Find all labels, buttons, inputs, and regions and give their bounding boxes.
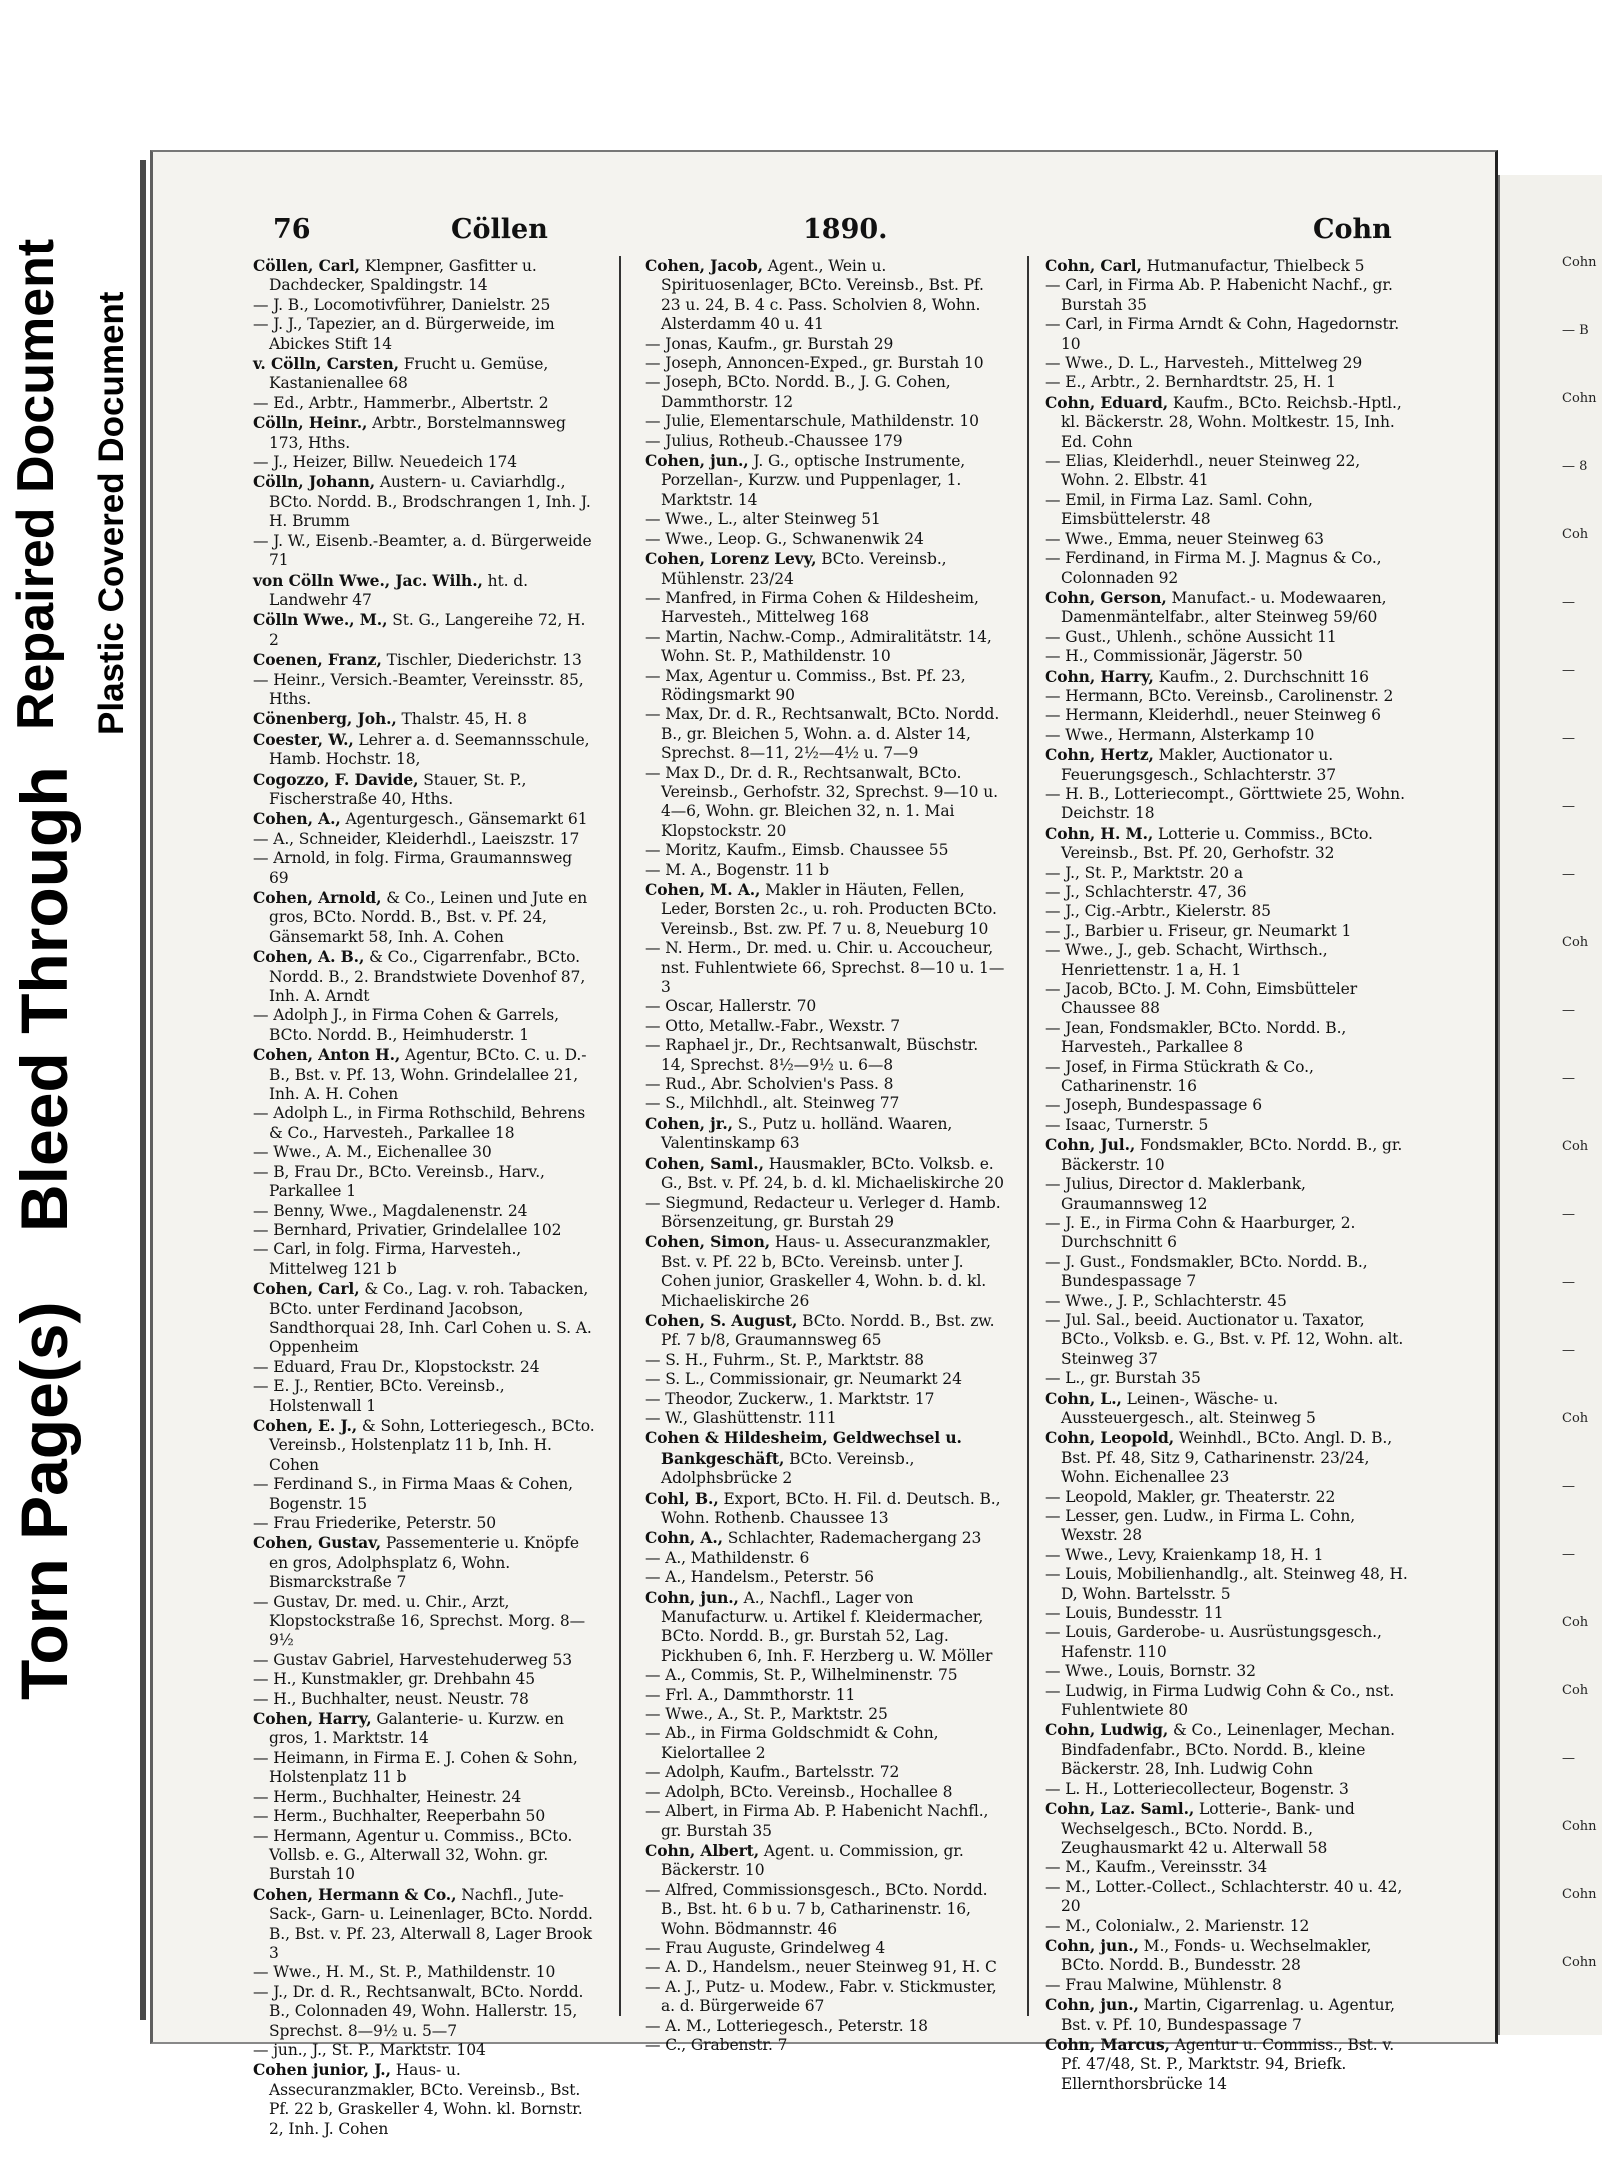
directory-entry: — E., Arbtr., 2. Bernhardtstr. 25, H. 1 <box>1045 373 1336 392</box>
directory-entry: — Carl, in Firma Arndt & Cohn, Hagedornstr. 10 <box>1045 315 1400 353</box>
directory-entry: — Adolph J., in Firma Cohen & Garrels, BCto. Nordd. B., Heimhuderstr. 1 <box>253 1006 559 1044</box>
next-page-fragment: — <box>1562 731 1575 746</box>
directory-entry: — Ed., Arbtr., Hammerbr., Albertstr. 2 <box>253 393 549 412</box>
entry-name: Cohn, Albert, <box>645 1840 760 1860</box>
directory-entry: — Moritz, Kaufm., Eimsb. Chaussee 55 <box>645 841 949 860</box>
next-page-fragment: — <box>1562 1547 1575 1562</box>
directory-entry: — A., Mathildenstr. 6 <box>645 1548 810 1567</box>
directory-entry: — Max D., Dr. d. R., Rechtsanwalt, BCto. Vereinsb., Gerhofstr. 32, Sprechst. 9—10 u. 4—6, Wohn. gr. Bleichen 32, n. 1. Mai Klopstockstr. 20 <box>645 763 998 840</box>
entry-name: Cohn, Leopold, <box>1045 1428 1175 1448</box>
entry-name: Cohen, Carl, <box>253 1279 360 1299</box>
entry-name: Cohn, Gerson, <box>1045 587 1167 607</box>
directory-entry: — Adolph, BCto. Vereinsb., Hochallee 8 <box>645 1782 953 1801</box>
directory-entry: — Rud., Abr. Scholvien's Pass. 8 <box>645 1075 894 1094</box>
entry-name: Cohn, Hertz, <box>1045 745 1154 765</box>
directory-entry: Cohen, Arnold, & Co., Leinen und Jute en gros, BCto. Nordd. B., Bst. v. Pf. 24, Gänsemarkt 58, Inh. A. Cohen <box>253 888 588 946</box>
directory-entry: Cohen, jun., J. G., optische Instrumente, Porzellan-, Kurzw. und Puppenlager, 1. Marktstr. 14 <box>645 451 966 509</box>
directory-entry: — Adolph, Kaufm., Bartelsstr. 72 <box>645 1763 900 1782</box>
directory-entry: Cohen junior, J., Haus- u. Assecuranzmakler, BCto. Vereinsb., Bst. Pf. 22 b, Graskeller 4, Wohn. kl. Bornstr. 2, Inh. J. Cohen <box>253 2060 583 2138</box>
directory-entry: — Joseph, BCto. Nordd. B., J. G. Cohen, Dammthorstr. 12 <box>645 373 951 411</box>
directory-entry: Cohen, Harry, Galanterie- u. Kurzw. en gros, 1. Marktstr. 14 <box>253 1709 564 1748</box>
directory-entry: Cohn, Marcus, Agentur u. Commiss., Bst. v. Pf. 47/48, St. P., Marktstr. 94, Briefk. Ellernthorsbrücke 14 <box>1045 2034 1395 2093</box>
next-page-fragment: Coh <box>1562 527 1589 542</box>
directory-entry: — Adolph L., in Firma Rothschild, Behrens & Co., Harvesteh., Parkallee 18 <box>253 1104 586 1142</box>
directory-entry: — Hermann, Agentur u. Commiss., BCto. Vollsb. e. G., Alterwall 32, Wohn. gr. Burstah 10 <box>253 1826 573 1884</box>
entry-name: Cöllen, Carl, <box>253 256 360 275</box>
directory-entry: Cohn, Gerson, Manufact.- u. Modewaaren, Damenmäntelfabr., alter Steinweg 59/60 <box>1045 587 1387 627</box>
entry-name: Cohen & Hildesheim, Geldwechsel u. Bankgeschäft, <box>645 1428 962 1468</box>
next-page-fragment: — <box>1562 799 1575 814</box>
directory-entry: Cohen, Jacob, Agent., Wein u. Spirituosenlager, BCto. Vereinsb., Bst. Pf. 23 u. 24, B. 4 c. Pass. Scholvien 8, Wohn. Alsterdamm 40 u. 41 <box>645 256 984 334</box>
entry-name: Cohen, M. A., <box>645 880 761 899</box>
directory-entry: Cohen, Lorenz Levy, BCto. Vereinsb., Mühlenstr. 23/24 <box>645 549 947 588</box>
directory-column-3 <box>1045 256 1413 2093</box>
directory-entry: — M., Colonialw., 2. Marienstr. 12 <box>1045 1916 1310 1935</box>
entry-name: Coester, W., <box>253 729 354 749</box>
directory-entry: — Herm., Buchhalter, Reeperbahn 50 <box>253 1807 546 1826</box>
directory-entry: Cohn, Carl, Hutmanufactur, Thielbeck 5 <box>1045 256 1365 275</box>
directory-entry: — Ferdinand S., in Firma Maas & Cohen, Bogenstr. 15 <box>253 1475 573 1513</box>
next-page-fragment: — <box>1562 1343 1575 1358</box>
directory-entry: — M., Lotter.-Collect., Schlachterstr. 40 u. 42, 20 <box>1045 1877 1403 1916</box>
directory-entry: — Raphael jr., Dr., Rechtsanwalt, Büschstr. 14, Sprechst. 8½—9½ u. 6—8 <box>645 1036 979 1074</box>
entry-name: Cohen, Anton H., <box>253 1045 401 1065</box>
directory-entry: von Cölln Wwe., Jac. Wilh., ht. d. Landwehr 47 <box>253 570 528 609</box>
directory-entry: — H. B., Lotteriecompt., Görttwiete 25, Wohn. Deichstr. 18 <box>1045 784 1405 823</box>
entry-name: Cohen, Arnold, <box>253 888 382 907</box>
directory-entry: Cohn, Leopold, Weinhdl., BCto. Angl. D. B., Bst. Pf. 48, Sitz 9, Catharinenstr. 23/24, Wohn. Eichenallee 23 <box>1045 1428 1393 1487</box>
directory-entry: — L., gr. Burstah 35 <box>1045 1369 1201 1388</box>
directory-entry: — J., Barbier u. Friseur, gr. Neumarkt 1 <box>1045 921 1352 940</box>
directory-entry: — Manfred, in Firma Cohen & Hildesheim, Harvesteh., Mittelweg 168 <box>645 588 979 627</box>
entry-name: Cohn, Jul., <box>1045 1135 1136 1155</box>
directory-entry: Cohn, jun., M., Fonds- u. Wechselmakler, BCto. Nordd. B., Bundesstr. 28 <box>1045 1935 1372 1975</box>
directory-entry: Cohl, B., Export, BCto. H. Fil. d. Deutsch. B., Wohn. Rothenb. Chaussee 13 <box>645 1488 1001 1527</box>
directory-entry: — Jonas, Kaufm., gr. Burstah 29 <box>645 334 894 353</box>
label-bleed-through: Bleed Through <box>7 766 81 1232</box>
directory-entry: — J. E., in Firma Cohn & Haarburger, 2. Durchschnitt 6 <box>1045 1213 1356 1252</box>
entry-name: Coenen, Franz, <box>253 650 382 670</box>
directory-entry: — A., Schneider, Kleiderhdl., Laeiszstr. 17 <box>253 829 580 848</box>
next-page-fragment: Cohn <box>1562 1955 1597 1970</box>
entry-name: Cogozzo, F. Davide, <box>253 769 419 789</box>
directory-entry: — Ab., in Firma Goldschmidt & Cohn, Kielortallee 2 <box>645 1724 939 1762</box>
scanned-page <box>150 150 1498 2138</box>
entry-name: Cönenberg, Joh., <box>253 709 397 729</box>
entry-name: Cohn, jun., <box>645 1587 739 1607</box>
directory-entry: Cohen, jr., S., Putz u. holländ. Waaren, Valentinskamp 63 <box>645 1113 953 1153</box>
directory-entry: — Heinr., Versich.-Beamter, Vereinsstr. 85, Hths. <box>253 670 584 708</box>
directory-entry: Cohn, Ludwig, & Co., Leinenlager, Mechan. Bindfadenfabr., BCto. Nordd. B., kleine Bäckerstr. 28, Inh. Ludwig Cohn <box>1045 1720 1396 1779</box>
directory-entry: — Wwe., L., alter Steinweg 51 <box>645 510 881 529</box>
directory-column-2 <box>645 256 1007 2054</box>
directory-entry: — Wwe., Emma, neuer Steinweg 63 <box>1045 529 1324 548</box>
next-page-fragment: — B <box>1562 323 1589 338</box>
entry-name: Cohn, jun., <box>1045 1995 1139 2015</box>
directory-entry: — A., Commis, St. P., Wilhelminenstr. 75 <box>645 1666 958 1685</box>
directory-entry: — Joseph, Bundespassage 6 <box>1045 1096 1262 1115</box>
entry-name: Cohen, Lorenz Levy, <box>645 549 817 569</box>
directory-entry: — M., Kaufm., Vereinsstr. 34 <box>1045 1858 1268 1877</box>
directory-entry: — B, Frau Dr., BCto. Vereinsb., Harv., Parkallee 1 <box>253 1162 545 1201</box>
directory-entry: — Joseph, Annoncen-Exped., gr. Burstah 10 <box>645 354 984 373</box>
next-page-fragment: — <box>1562 1207 1575 1222</box>
directory-entry: — Louis, Mobilienhandlg., alt. Steinweg 48, H. D, Wohn. Bartelsstr. 5 <box>1045 1565 1408 1603</box>
directory-entry: — Julius, Rotheub.-Chaussee 179 <box>645 431 903 450</box>
directory-entry: Cohn, H. M., Lotterie u. Commiss., BCto. Vereinsb., Bst. Pf. 20, Gerhofstr. 32 <box>1045 823 1373 863</box>
header-right-word: Cohn <box>1313 214 1392 245</box>
entry-name: Cohen, Gustav, <box>253 1533 382 1553</box>
directory-entry: — Wwe., J., geb. Schacht, Wirthsch., Henriettenstr. 1 a, H. 1 <box>1045 941 1328 979</box>
entry-name: Cohen, E. J., <box>253 1415 358 1435</box>
directory-entry: — Emil, in Firma Laz. Saml. Cohn, Eimsbüttelerstr. 48 <box>1045 490 1313 529</box>
entry-name: Cohen, Harry, <box>253 1709 372 1729</box>
directory-entry: Cohn, Eduard, Kaufm., BCto. Reichsb.-Hptl., kl. Bäckerstr. 28, Wohn. Moltkestr. 15, Inh. Ed. Cohn <box>1045 392 1402 451</box>
entry-name: Cölln, Johann, <box>253 472 376 492</box>
entry-name: Cohen, Simon, <box>645 1232 771 1252</box>
directory-entry: — Siegmund, Redacteur u. Verleger d. Hamb. Börsenzeitung, gr. Burstah 29 <box>645 1193 1001 1231</box>
directory-entry: Cohn, Jul., Fondsmakler, BCto. Nordd. B., gr. Bäckerstr. 10 <box>1045 1135 1403 1174</box>
directory-entry: Cohn, L., Leinen-, Wäsche- u. Aussteuergesch., alt. Steinweg 5 <box>1045 1388 1316 1427</box>
directory-entry: — L. H., Lotteriecollecteur, Bogenstr. 3 <box>1045 1779 1349 1798</box>
directory-entry: — Gust., Uhlenh., schöne Aussicht 11 <box>1045 627 1337 646</box>
directory-entry: — H., Commissionär, Jägerstr. 50 <box>1045 647 1303 666</box>
directory-entry: — Wwe., H. M., St. P., Mathildenstr. 10 <box>253 1963 556 1982</box>
directory-entry: — Albert, in Firma Ab. P. Habenicht Nachfl., gr. Burstah 35 <box>645 1802 989 1840</box>
entry-name: Cohen, A., <box>253 809 341 829</box>
directory-entry: — J. B., Locomotivführer, Danielstr. 25 <box>253 295 551 314</box>
entry-name: Cohn, Ludwig, <box>1045 1720 1169 1740</box>
directory-entry: — J., Cig.-Arbtr., Kielerstr. 85 <box>1045 902 1271 921</box>
directory-entry: — Wwe., A. M., Eichenallee 30 <box>253 1143 492 1162</box>
next-page-fragment: Cohn <box>1562 255 1597 270</box>
entry-name: v. Cölln, Carsten, <box>253 354 399 374</box>
directory-entry: — S., Milchhdl., alt. Steinweg 77 <box>645 1094 900 1113</box>
directory-entry: — A. D., Handelsm., neuer Steinweg 91, H. C <box>645 1958 997 1977</box>
directory-entry: — Leopold, Makler, gr. Theaterstr. 22 <box>1045 1487 1336 1506</box>
directory-entry: Cohen, M. A., Makler in Häuten, Fellen, Leder, Borsten 2c., u. roh. Producten BCto. Vereinsb., Bst. zw. Pf. 7 u. 8, Neueburg 10 <box>645 880 997 938</box>
entry-name: Cölln Wwe., M., <box>253 610 388 630</box>
directory-entry: — Isaac, Turnerstr. 5 <box>1045 1115 1209 1134</box>
directory-entry: — Max, Dr. d. R., Rechtsanwalt, BCto. Nordd. B., gr. Bleichen 5, Wohn. a. d. Alster 14, Sprechst. 8—11, 2½—4½ u. 7—9 <box>645 705 1000 763</box>
directory-entry: — J., Schlachterstr. 47, 36 <box>1045 883 1247 901</box>
directory-entry: — J. Gust., Fondsmakler, BCto. Nordd. B., Bundespassage 7 <box>1045 1252 1368 1291</box>
directory-entry: Cohen, Carl, & Co., Lag. v. roh. Tabacken, BCto. unter Ferdinand Jacobson, Sandthorquai 28, Inh. Carl Cohen u. S. A. Oppenheim <box>253 1279 592 1357</box>
entry-name: Cohn, Carl, <box>1045 256 1142 275</box>
next-page-fragment: Coh <box>1562 1683 1589 1698</box>
directory-entry: — Frau Malwine, Mühlenstr. 8 <box>1045 1975 1282 1994</box>
directory-entry: — Ludwig, in Firma Ludwig Cohn & Co., nst. Fuhlentwiete 80 <box>1045 1681 1395 1720</box>
directory-entry: — Carl, in Firma Ab. P. Habenicht Nachf., gr. Burstah 35 <box>1045 276 1393 314</box>
directory-entry: Coester, W., Lehrer a. d. Seemannsschule, Hamb. Hochstr. 18, <box>253 729 590 769</box>
directory-entry: Cohen, E. J., & Sohn, Lotteriegesch., BCto. Vereinsb., Holstenplatz 11 b, Inh. H. Cohen <box>253 1415 595 1474</box>
directory-entry: Cölln, Heinr., Arbtr., Borstelmannsweg 173, Hths. <box>253 413 566 452</box>
directory-entry: Cohen, Saml., Hausmakler, BCto. Volksb. e. G., Bst. v. Pf. 24, b. d. kl. Michaeliskirche 20 <box>645 1153 1004 1193</box>
directory-entry: — Wwe., D. L., Harvesteh., Mittelweg 29 <box>1045 354 1363 373</box>
directory-entry: — Gustav, Dr. med. u. Chir., Arzt, Klopstockstraße 16, Sprechst. Morg. 8—9½ <box>253 1592 586 1650</box>
directory-entry: — Carl, in folg. Firma, Harvesteh., Mittelweg 121 b <box>253 1240 522 1278</box>
directory-entry: — Julie, Elementarschule, Mathildenstr. 10 <box>645 412 979 431</box>
entry-name: Cohen, S. August, <box>645 1310 798 1330</box>
directory-entry: — Wwe., Louis, Bornstr. 32 <box>1045 1662 1256 1681</box>
directory-entry: — Max, Agentur u. Commiss., Bst. Pf. 23, Rödingsmarkt 90 <box>645 666 966 704</box>
directory-entry: v. Cölln, Carsten, Frucht u. Gemüse, Kastanienallee 68 <box>253 354 549 393</box>
next-page-fragment: — <box>1562 1071 1575 1086</box>
page-binding-edge <box>140 160 146 2020</box>
directory-entry: — Frau Auguste, Grindelweg 4 <box>645 1938 886 1957</box>
directory-entry: — Jul. Sal., beeid. Auctionator u. Taxator, BCto., Volksb. e. G., Bst. v. Pf. 12, Wohn. alt. Steinweg 37 <box>1045 1310 1404 1368</box>
directory-entry: — J., St. P., Marktstr. 20 a <box>1045 863 1243 882</box>
directory-entry: — Oscar, Hallerstr. 70 <box>645 997 817 1016</box>
directory-entry: — Eduard, Frau Dr., Klopstockstr. 24 <box>253 1357 540 1376</box>
entry-name: Cohen, Hermann & Co., <box>253 1884 457 1904</box>
directory-entry: — S. L., Commissionair, gr. Neumarkt 24 <box>645 1370 962 1389</box>
directory-entry: — Heimann, in Firma E. J. Cohen & Sohn, Holstenplatz 11 b <box>253 1748 578 1787</box>
directory-entry: Cohen, A., Agenturgesch., Gänsemarkt 61 <box>253 809 588 829</box>
directory-entry: Cohn, jun., A., Nachfl., Lager von Manufacturw. u. Artikel f. Kleidermacher, BCto. Nordd. B., gr. Burstah 52, Lag. Pickhuben 6, Inh. F. Herzberg u. W. Möller <box>645 1587 993 1665</box>
label-torn-pages: Torn Page(s) <box>7 1301 81 1700</box>
page-header <box>273 214 1392 250</box>
directory-entry: — Jacob, BCto. J. M. Cohn, Eimsbütteler Chaussee 88 <box>1045 980 1358 1018</box>
directory-entry: — E. J., Rentier, BCto. Vereinsb., Holstenwall 1 <box>253 1377 505 1415</box>
directory-entry: — Frau Friederike, Peterstr. 50 <box>253 1514 497 1532</box>
directory-entry: — Louis, Garderobe- u. Ausrüstungsgesch., Hafenstr. 110 <box>1045 1623 1382 1661</box>
next-page-fragment: — <box>1562 1275 1575 1290</box>
directory-entry: Cohn, Hertz, Makler, Auctionator u. Feuerungsgesch., Schlachterstr. 37 <box>1045 745 1337 784</box>
directory-entry: — Wwe., Levy, Kraienkamp 18, H. 1 <box>1045 1545 1324 1564</box>
directory-entry: Cohn, Laz. Saml., Lotterie-, Bank- und Wechselgesch., BCto. Nordd. B., Zeughausmarkt 42 u. Alterwall 58 <box>1045 1799 1355 1857</box>
header-left-word: Cöllen <box>451 214 548 245</box>
next-page-fragment: Cohn <box>1562 1819 1597 1834</box>
entry-name: Cohn, L., <box>1045 1388 1122 1408</box>
entry-name: Cohen junior, J., <box>253 2060 391 2080</box>
directory-entry: — Gustav Gabriel, Harvestehuderweg 53 <box>253 1650 573 1669</box>
directory-entry: — A. J., Putz- u. Modew., Fabr. v. Stickmuster, a. d. Bürgerweide 67 <box>645 1977 997 2016</box>
directory-entry: — Josef, in Firma Stückrath & Co., Catharinenstr. 16 <box>1045 1057 1314 1096</box>
directory-entry: — A. M., Lotteriegesch., Peterstr. 18 <box>645 2016 928 2035</box>
entry-name: Cohn, A., <box>645 1528 723 1548</box>
entry-name: Cohn, Eduard, <box>1045 392 1169 412</box>
directory-entry: — Otto, Metallw.-Fabr., Wexstr. 7 <box>645 1016 901 1035</box>
next-page-fragment: Coh <box>1562 935 1589 950</box>
entry-name: Cohen, jun., <box>645 451 749 471</box>
entry-name: Cohl, B., <box>645 1488 719 1508</box>
directory-entry: — jun., J., St. P., Marktstr. 104 <box>253 2040 486 2059</box>
label-repaired-document: Repaired Document <box>7 238 65 730</box>
directory-entry: — Frl. A., Dammthorstr. 11 <box>645 1685 856 1704</box>
next-page-fragment: — <box>1562 1479 1575 1494</box>
directory-entry: — J. J., Tapezier, an d. Bürgerweide, im Abickes Stift 14 <box>253 315 555 353</box>
directory-entry: — J. W., Eisenb.-Beamter, a. d. Bürgerweide 71 <box>253 531 592 570</box>
directory-entry: — Herm., Buchhalter, Heinestr. 24 <box>253 1787 522 1806</box>
directory-entry: — Wwe., J. P., Schlachterstr. 45 <box>1045 1291 1287 1310</box>
entry-name: Cohn, Laz. Saml., <box>1045 1799 1195 1819</box>
directory-entry: — S. H., Fuhrm., St. P., Marktstr. 88 <box>645 1350 924 1369</box>
directory-entry: Cohen, Gustav, Passementerie u. Knöpfe en gros, Adolphsplatz 6, Wohn. Bismarckstraße 7 <box>253 1533 579 1592</box>
directory-entry: — Bernhard, Privatier, Grindelallee 102 <box>253 1220 562 1239</box>
directory-entry: Cohen, S. August, BCto. Nordd. B., Bst. zw. Pf. 7 b/8, Graumannsweg 65 <box>645 1310 995 1350</box>
directory-entry: — Louis, Bundesstr. 11 <box>1045 1604 1224 1623</box>
directory-entry: — Wwe., Hermann, Alsterkamp 10 <box>1045 725 1315 744</box>
directory-entry: — Benny, Wwe., Magdalenenstr. 24 <box>253 1201 528 1220</box>
directory-entry: — Martin, Nachw.-Comp., Admiralitätstr. 14, Wohn. St. P., Mathildenstr. 10 <box>645 627 992 666</box>
directory-entry: — J., Heizer, Billw. Neuedeich 174 <box>253 453 518 472</box>
next-page-fragment: Cohn <box>1562 391 1597 406</box>
label-plastic-covered: Plastic Covered Document <box>92 291 131 735</box>
entry-name: Cohen, Jacob, <box>645 256 763 275</box>
next-page-fragment: — <box>1562 595 1575 610</box>
entry-name: Cohen, jr., <box>645 1113 733 1133</box>
next-page-fragment: — <box>1562 1003 1575 1018</box>
entry-name: Cohen, A. B., <box>253 947 365 967</box>
directory-entry: Cohen, Simon, Haus- u. Assecuranzmakler, Bst. v. Pf. 22 b, BCto. Vereinsb. unter J. Cohen junior, Graskeller 4, Wohn. b. d. kl. Michaeliskirche 26 <box>645 1232 991 1310</box>
entry-name: Cohn, H. M., <box>1045 823 1154 843</box>
directory-entry: — Wwe., Leop. G., Schwanenwik 24 <box>645 529 924 548</box>
directory-entry: — W., Glashüttenstr. 111 <box>645 1408 837 1427</box>
directory-entry: Cohn, Albert, Agent. u. Commission, gr. Bäckerstr. 10 <box>645 1840 964 1880</box>
directory-entry: — H., Kunstmakler, gr. Drehbahn 45 <box>253 1670 535 1689</box>
directory-entry: Cohn, jun., Martin, Cigarrenlag. u. Agentur, Bst. v. Pf. 10, Bundespassage 7 <box>1045 1995 1395 2034</box>
directory-entry: Coenen, Franz, Tischler, Diederichstr. 13 <box>253 650 582 670</box>
column-divider <box>619 256 621 2016</box>
page-number: 76 <box>273 214 311 245</box>
directory-entry: — M. A., Bogenstr. 11 b <box>645 860 829 879</box>
directory-entry: — Jean, Fondsmakler, BCto. Nordd. B., Harvesteh., Parkallee 8 <box>1045 1018 1347 1057</box>
directory-entry: — Elias, Kleiderhdl., neuer Steinweg 22, Wohn. 2. Elbstr. 41 <box>1045 452 1361 490</box>
next-page-edge <box>1498 175 1602 2035</box>
directory-entry: Cohn, Harry, Kaufm., 2. Durchschnitt 16 <box>1045 666 1369 686</box>
next-page-fragment: Cohn <box>1562 1887 1597 1902</box>
directory-entry: Cohen & Hildesheim, Geldwechsel u. Bankgeschäft, BCto. Vereinsb., Adolphsbrücke 2 <box>645 1428 962 1488</box>
directory-entry: — Hermann, Kleiderhdl., neuer Steinweg 6 <box>1045 706 1381 725</box>
directory-entry: Cohn, A., Schlachter, Rademachergang 23 <box>645 1528 982 1548</box>
directory-entry: — Theodor, Zuckerw., 1. Marktstr. 17 <box>645 1389 935 1408</box>
directory-entry: — H., Buchhalter, neust. Neustr. 78 <box>253 1689 529 1708</box>
directory-entry: — Ferdinand, in Firma M. J. Magnus & Co., Colonnaden 92 <box>1045 549 1382 587</box>
next-page-fragment: — <box>1562 1751 1575 1766</box>
directory-entry: — C., Grabenstr. 7 <box>645 2035 788 2054</box>
directory-entry: Cölln Wwe., M., St. G., Langereihe 72, H. 2 <box>253 610 586 649</box>
directory-entry: Cohen, Hermann & Co., Nachfl., Jute-Sack-, Garn- u. Leinenlager, BCto. Nordd. B., Bst. v. Pf. 23, Alterwall 8, Lager Brook 3 <box>253 1884 593 1962</box>
next-page-fragment: Coh <box>1562 1615 1589 1630</box>
directory-entry: Cogozzo, F. Davide, Stauer, St. P., Fischerstraße 40, Hths. <box>253 769 527 808</box>
directory-entry: — Arnold, in folg. Firma, Graumannsweg 69 <box>253 849 573 887</box>
directory-entry: Cohen, Anton H., Agentur, BCto. C. u. D.-B., Bst. v. Pf. 13, Wohn. Grindelallee 21, Inh. A. H. Cohen <box>253 1045 587 1104</box>
directory-entry: — Julius, Director d. Maklerbank, Graumannsweg 12 <box>1045 1175 1306 1213</box>
directory-entry: — A., Handelsm., Peterstr. 56 <box>645 1568 874 1587</box>
directory-entry: — Wwe., A., St. P., Marktstr. 25 <box>645 1705 888 1724</box>
next-page-fragment: — <box>1562 663 1575 678</box>
next-page-fragment: Coh <box>1562 1411 1589 1426</box>
entry-name: von Cölln Wwe., Jac. Wilh., <box>253 570 483 590</box>
directory-entry: Cohen, A. B., & Co., Cigarrenfabr., BCto. Nordd. B., 2. Brandstwiete Dovenhof 87, Inh. A. Arndt <box>253 947 586 1006</box>
next-page-fragment: — <box>1562 867 1575 882</box>
directory-entry: Cölln, Johann, Austern- u. Caviarhdlg., BCto. Nordd. B., Brodschrangen 1, Inh. J. H. Brumm <box>253 472 591 531</box>
directory-entry: — Alfred, Commissionsgesch., BCto. Nordd. B., Bst. ht. 6 b u. 7 b, Catharinenstr. 16, Wohn. Bödmannstr. 46 <box>645 1880 988 1938</box>
entry-name: Cölln, Heinr., <box>253 413 368 433</box>
entry-name: Cohen, Saml., <box>645 1153 764 1173</box>
next-page-fragment: Coh <box>1562 1139 1589 1154</box>
header-year: 1890. <box>803 214 888 245</box>
entry-name: Cohn, Marcus, <box>1045 2034 1170 2054</box>
next-page-fragment: — 8 <box>1562 459 1588 474</box>
directory-entry: — N. Herm., Dr. med. u. Chir. u. Accoucheur, nst. Fuhlentwiete 66, Sprechst. 8—10 u. 1—3 <box>645 939 1005 997</box>
directory-entry: — J., Dr. d. R., Rechtsanwalt, BCto. Nordd. B., Colonnaden 49, Wohn. Hallerstr. 15, Sprechst. 8—9½ u. 5—7 <box>253 1982 584 2040</box>
entry-name: Cohn, Harry, <box>1045 666 1154 686</box>
directory-entry: Cöllen, Carl, Klempner, Gasfitter u. Dachdecker, Spaldingstr. 14 <box>253 256 537 295</box>
directory-entry: Cönenberg, Joh., Thalstr. 45, H. 8 <box>253 709 527 729</box>
directory-entry: — Hermann, BCto. Vereinsb., Carolinenstr. 2 <box>1045 686 1394 705</box>
entry-name: Cohn, jun., <box>1045 1935 1139 1955</box>
column-divider <box>1027 256 1029 2016</box>
directory-column-1 <box>253 256 595 2138</box>
directory-entry: — Lesser, gen. Ludw., in Firma L. Cohn, Wexstr. 28 <box>1045 1507 1356 1545</box>
